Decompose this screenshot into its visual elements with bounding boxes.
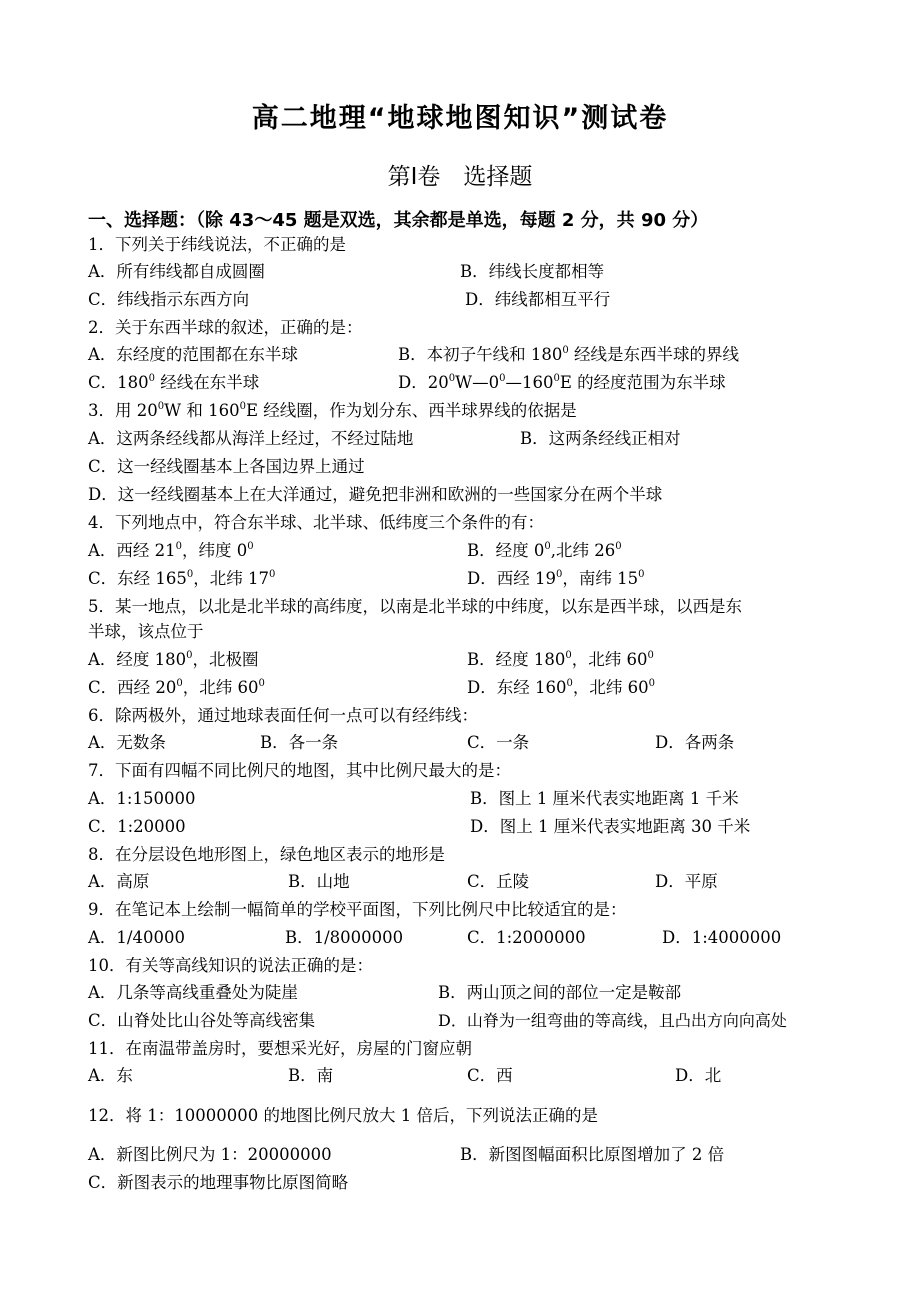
question-1-options-cd bbox=[0, 288, 920, 312]
question-3-option-d: D．这一经线圈基本上在大洋通过，避免把非洲和欧洲的一些国家分在两个半球 bbox=[88, 485, 663, 504]
option-a: A．新图比例尺为 1：20000000 bbox=[88, 1145, 332, 1164]
question-1-stem: 1．下列关于纬线说法，不正确的是 bbox=[88, 235, 346, 254]
question-8-options bbox=[0, 870, 920, 894]
question-5-stem-line1: 5．某一地点，以北是北半球的高纬度，以南是北半球的中纬度，以东是西半球，以西是东 bbox=[88, 597, 742, 616]
option-c: C．东经 $165^0$，北纬 $17^0$ bbox=[88, 569, 276, 588]
question-3-options-ab bbox=[0, 427, 920, 451]
option-a: A．所有纬线都自成圆圈 bbox=[88, 262, 265, 281]
exam-title: 高二地理“地球地图知识”测试卷 bbox=[251, 103, 669, 134]
question-6-options bbox=[0, 731, 920, 755]
option-a: A．1/40000 bbox=[88, 928, 185, 947]
option-a: A．东 bbox=[88, 1066, 133, 1085]
option-c: C．西经 $20^0$，北纬 $60^0$ bbox=[88, 678, 265, 697]
option-c: C．1:2000000 bbox=[467, 928, 586, 947]
question-6-stem: 6．除两极外，通过地球表面任何一点可以有经纬线： bbox=[88, 706, 478, 725]
option-d: D．$20^0W—0^0—160^0E$ 的经度范围为东半球 bbox=[398, 373, 726, 392]
volume-heading: 第Ⅰ卷 选择题 bbox=[387, 164, 533, 190]
question-7-options-cd bbox=[0, 815, 920, 839]
question-2-options-ab bbox=[0, 343, 920, 367]
question-7-options-ab bbox=[0, 787, 920, 811]
option-c: C．1:20000 bbox=[88, 817, 186, 836]
question-2-options-cd bbox=[0, 371, 920, 395]
option-c: C．丘陵 bbox=[467, 872, 530, 891]
option-d: D．纬线都相互平行 bbox=[465, 290, 611, 309]
question-8-stem: 8．在分层设色地形图上，绿色地区表示的地形是 bbox=[88, 845, 445, 864]
option-a: A．高原 bbox=[88, 872, 150, 891]
option-a: A．这两条经线都从海洋上经过，不经过陆地 bbox=[88, 429, 414, 448]
option-a: A．经度 $180^0$，北极圈 bbox=[88, 650, 259, 669]
option-b: B．1/8000000 bbox=[285, 928, 404, 947]
question-1-options-ab bbox=[0, 260, 920, 284]
option-b: B．图上 1 厘米代表实地距离 1 千米 bbox=[470, 789, 739, 808]
question-5-stem-line2: 半球，该点位于 bbox=[88, 622, 204, 641]
question-3-stem: 3．用 $20^0W$ 和 $160^0E$ 经线圈，作为划分东、西半球界线的依据是 bbox=[88, 401, 577, 420]
option-b: B．这两条经线正相对 bbox=[520, 429, 681, 448]
question-9-stem: 9．在笔记本上绘制一幅简单的学校平面图，下列比例尺中比较适宜的是： bbox=[88, 900, 627, 919]
question-4-options-cd bbox=[0, 567, 920, 591]
option-a: A．东经度的范围都在东半球 bbox=[88, 345, 298, 364]
question-4-stem: 4．下列地点中，符合东半球、北半球、低纬度三个条件的有： bbox=[88, 513, 544, 532]
question-2-stem: 2．关于东西半球的叙述，正确的是： bbox=[88, 318, 363, 337]
section-heading: 一、选择题：（除 43～45 题是双选，其余都是单选，每题 2 分，共 90 分） bbox=[88, 210, 709, 231]
option-b: B．本初子午线和 $180^0$ 经线是东西半球的界线 bbox=[398, 345, 739, 364]
option-b: B．两山顶之间的部位一定是鞍部 bbox=[438, 983, 682, 1002]
option-b: B．山地 bbox=[288, 872, 350, 891]
question-5-options-ab bbox=[0, 648, 920, 672]
question-3-option-c: C．这一经线圈基本上各国边界上通过 bbox=[88, 457, 365, 476]
option-c: C．一条 bbox=[467, 733, 530, 752]
option-d: D．平原 bbox=[655, 872, 718, 891]
option-d: D．图上 1 厘米代表实地距离 30 千米 bbox=[470, 817, 751, 836]
question-9-options bbox=[0, 926, 920, 950]
question-10-options-cd bbox=[0, 1009, 920, 1033]
question-12-options-ab bbox=[0, 1143, 920, 1167]
option-a: A．无数条 bbox=[88, 733, 166, 752]
question-5-options-cd bbox=[0, 676, 920, 700]
option-b: B．纬线长度都相等 bbox=[460, 262, 605, 281]
option-b: B．新图图幅面积比原图增加了 2 倍 bbox=[460, 1145, 725, 1164]
question-4-options-ab bbox=[0, 539, 920, 563]
option-d: D．西经 $19^0$，南纬 $15^0$ bbox=[467, 569, 645, 588]
option-c: C．$180^0$ 经线在东半球 bbox=[88, 373, 260, 392]
option-b: B．各一条 bbox=[260, 733, 339, 752]
option-a: A．西经 $21^0$，纬度 $0^0$ bbox=[88, 541, 254, 560]
option-b: B．经度 $0^0$,北纬 $26^0$ bbox=[467, 541, 622, 560]
option-a: A．1:150000 bbox=[88, 789, 196, 808]
question-11-stem: 11．在南温带盖房时，要想采光好，房屋的门窗应朝 bbox=[88, 1039, 472, 1058]
option-c: C．山脊处比山谷处等高线密集 bbox=[88, 1011, 316, 1030]
question-10-options-ab bbox=[0, 981, 920, 1005]
option-c: C．纬线指示东西方向 bbox=[88, 290, 250, 309]
question-12-stem: 12．将 1：10000000 的地图比例尺放大 1 倍后，下列说法正确的是 bbox=[88, 1106, 598, 1125]
question-7-stem: 7．下面有四幅不同比例尺的地图，其中比例尺最大的是： bbox=[88, 761, 511, 780]
question-10-stem: 10．有关等高线知识的说法正确的是： bbox=[88, 956, 373, 975]
option-d: D．北 bbox=[675, 1066, 722, 1085]
option-a: A．几条等高线重叠处为陡崖 bbox=[88, 983, 298, 1002]
option-d: D．山脊为一组弯曲的等高线，且凸出方向向高处 bbox=[438, 1011, 787, 1030]
option-d: D．各两条 bbox=[655, 733, 735, 752]
option-d: D．1:4000000 bbox=[662, 928, 782, 947]
option-d: D．东经 $160^0$，北纬 $60^0$ bbox=[467, 678, 655, 697]
option-c: C．西 bbox=[467, 1066, 513, 1085]
option-b: B．南 bbox=[288, 1066, 334, 1085]
question-12-option-c: C．新图表示的地理事物比原图简略 bbox=[88, 1173, 349, 1192]
option-b: B．经度 $180^0$，北纬 $60^0$ bbox=[467, 650, 654, 669]
question-11-options bbox=[0, 1064, 920, 1088]
